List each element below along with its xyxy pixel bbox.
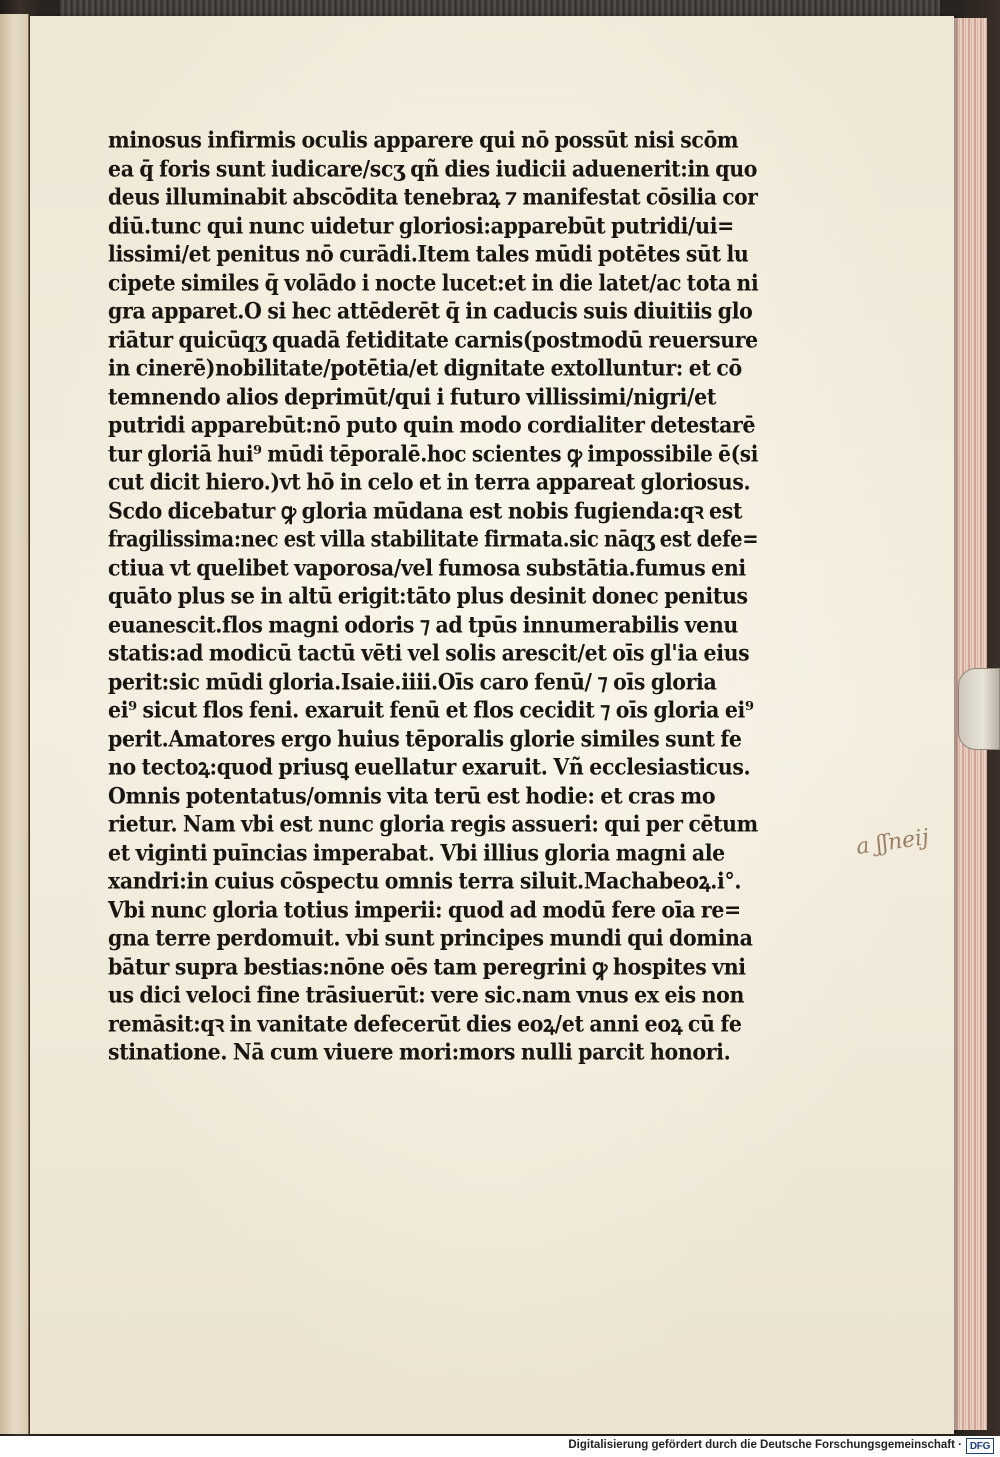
text-line: us dici veloci fine trāsiuerūt: vere sic.nam vnus ex eis non — [108, 982, 745, 1008]
text-line: no tectoꝝ:quod priusꝗ euellatur exaruit. Vñ ecclesiasticus. — [108, 754, 751, 780]
text-line: putridi apparebūt:nō puto quin modo cordialiter detestarē — [108, 412, 756, 438]
text-line: perit.Amatores ergo huius tēporalis glorie similes sunt fe — [108, 725, 742, 752]
text-line: xandri:in cuius cōspectu omnis terra siluit.Machabeoꝝ.i°. — [108, 868, 742, 894]
text-line: statis:ad modicū tactū vēti vel solis arescit/et oīs gl'ia eius — [108, 640, 750, 666]
text-line: gra apparet.O si hec attēderēt q̄ in caducis suis diuitiis glo — [108, 298, 753, 324]
facing-page-edge — [0, 14, 29, 1434]
text-line: ea q̄ foris sunt iudicare/scʒ qñ dies iudicii aduenerit:in quo — [108, 155, 758, 182]
text-line: Vbi nunc gloria totius imperii: quod ad modū fere oīa re= — [108, 896, 741, 923]
footer-credit: Digitalisierung gefördert durch die Deutsche Forschungsgemeinschaft · — [568, 1439, 962, 1451]
text-line: perit:sic mūdi gloria.Isaie.iiii.Oīs caro fenū/ ⁊ oīs gloria — [108, 668, 717, 695]
text-line: riātur quicūqʒ quadā fetiditate carnis(postmodū reuersure — [108, 326, 758, 353]
text-line: minosus infirmis oculis apparere qui nō possūt nisi scōm — [108, 127, 739, 153]
text-line: deus illuminabit abscōdita tenebraꝝ ⁊ manifestat cōsilia cor — [108, 184, 758, 210]
text-line: rietur. Nam vbi est nunc gloria regis assueri: qui per cētum — [108, 811, 758, 837]
text-line: temnendo alios deprimūt/qui i futuro villissimi/nigri/et — [108, 383, 716, 410]
text-line: Omnis potentatus/omnis vita terū est hodie: et cras mo — [108, 782, 716, 809]
text-line: ei⁹ sicut flos feni. exaruit fenū et flos cecidit ⁊ oīs gloria ei⁹ — [108, 697, 754, 723]
margin-note: a ʃʃneij — [854, 825, 931, 860]
text-line: quāto plus se in altū erigit:tāto plus desinit donec penitus — [108, 583, 748, 609]
text-line: Scdo dicebatur ꝙ gloria mūdana est nobis fugienda:qꝛ est — [108, 497, 743, 524]
dfg-logo-icon: DFG — [966, 1438, 994, 1454]
text-line: bātur supra bestias:nōne oēs tam peregrini ꝙ hospites vni — [108, 953, 746, 980]
text-line: ctiua vt quelibet vaporosa/vel fumosa substātia.fumus eni — [108, 554, 746, 581]
footer — [0, 1436, 1000, 1457]
text-line: cipete similes q̄ volādo i nocte lucet:et in die latet/ac tota ni — [108, 269, 759, 296]
text-line: fragilissima:nec est villa stabilitate firmata.sic nāqʒ est defe= — [108, 526, 759, 552]
text-line: remāsit:qꝛ in vanitate defecerūt dies eoꝝ/et anni eoꝝ cū fe — [108, 1010, 742, 1037]
text-line: cut dicit hiero.)vt hō in celo et in terra appareat gloriosus. — [108, 469, 751, 495]
text-line: diū.tunc qui nunc uidetur gloriosi:apparebūt putridi/ui= — [108, 212, 734, 239]
text-line: et viginti puīncias imperabat. Vbi illius gloria magni ale — [108, 839, 725, 866]
text-line: euanescit.flos magni odoris ⁊ ad tpūs innumerabilis venu — [108, 611, 738, 638]
text-line: lissimi/et penitus nō curādi.Item tales mūdi potētes sūt lu — [108, 241, 749, 267]
text-line: gna terre perdomuit. vbi sunt principes mundi qui domina — [108, 925, 753, 951]
text-line: in cinerē)nobilitate/potētia/et dignitate extolluntur: et cō — [108, 355, 742, 381]
text-block — [108, 126, 758, 1067]
text-line: tur gloriā hui⁹ mūdi tēporalē.hoc scientes ꝙ impossibile ē(si — [108, 440, 759, 467]
text-line: stinatione. Nā cum viuere mori:mors nulli parcit honori. — [108, 1039, 731, 1065]
book-clasp — [958, 668, 1000, 750]
